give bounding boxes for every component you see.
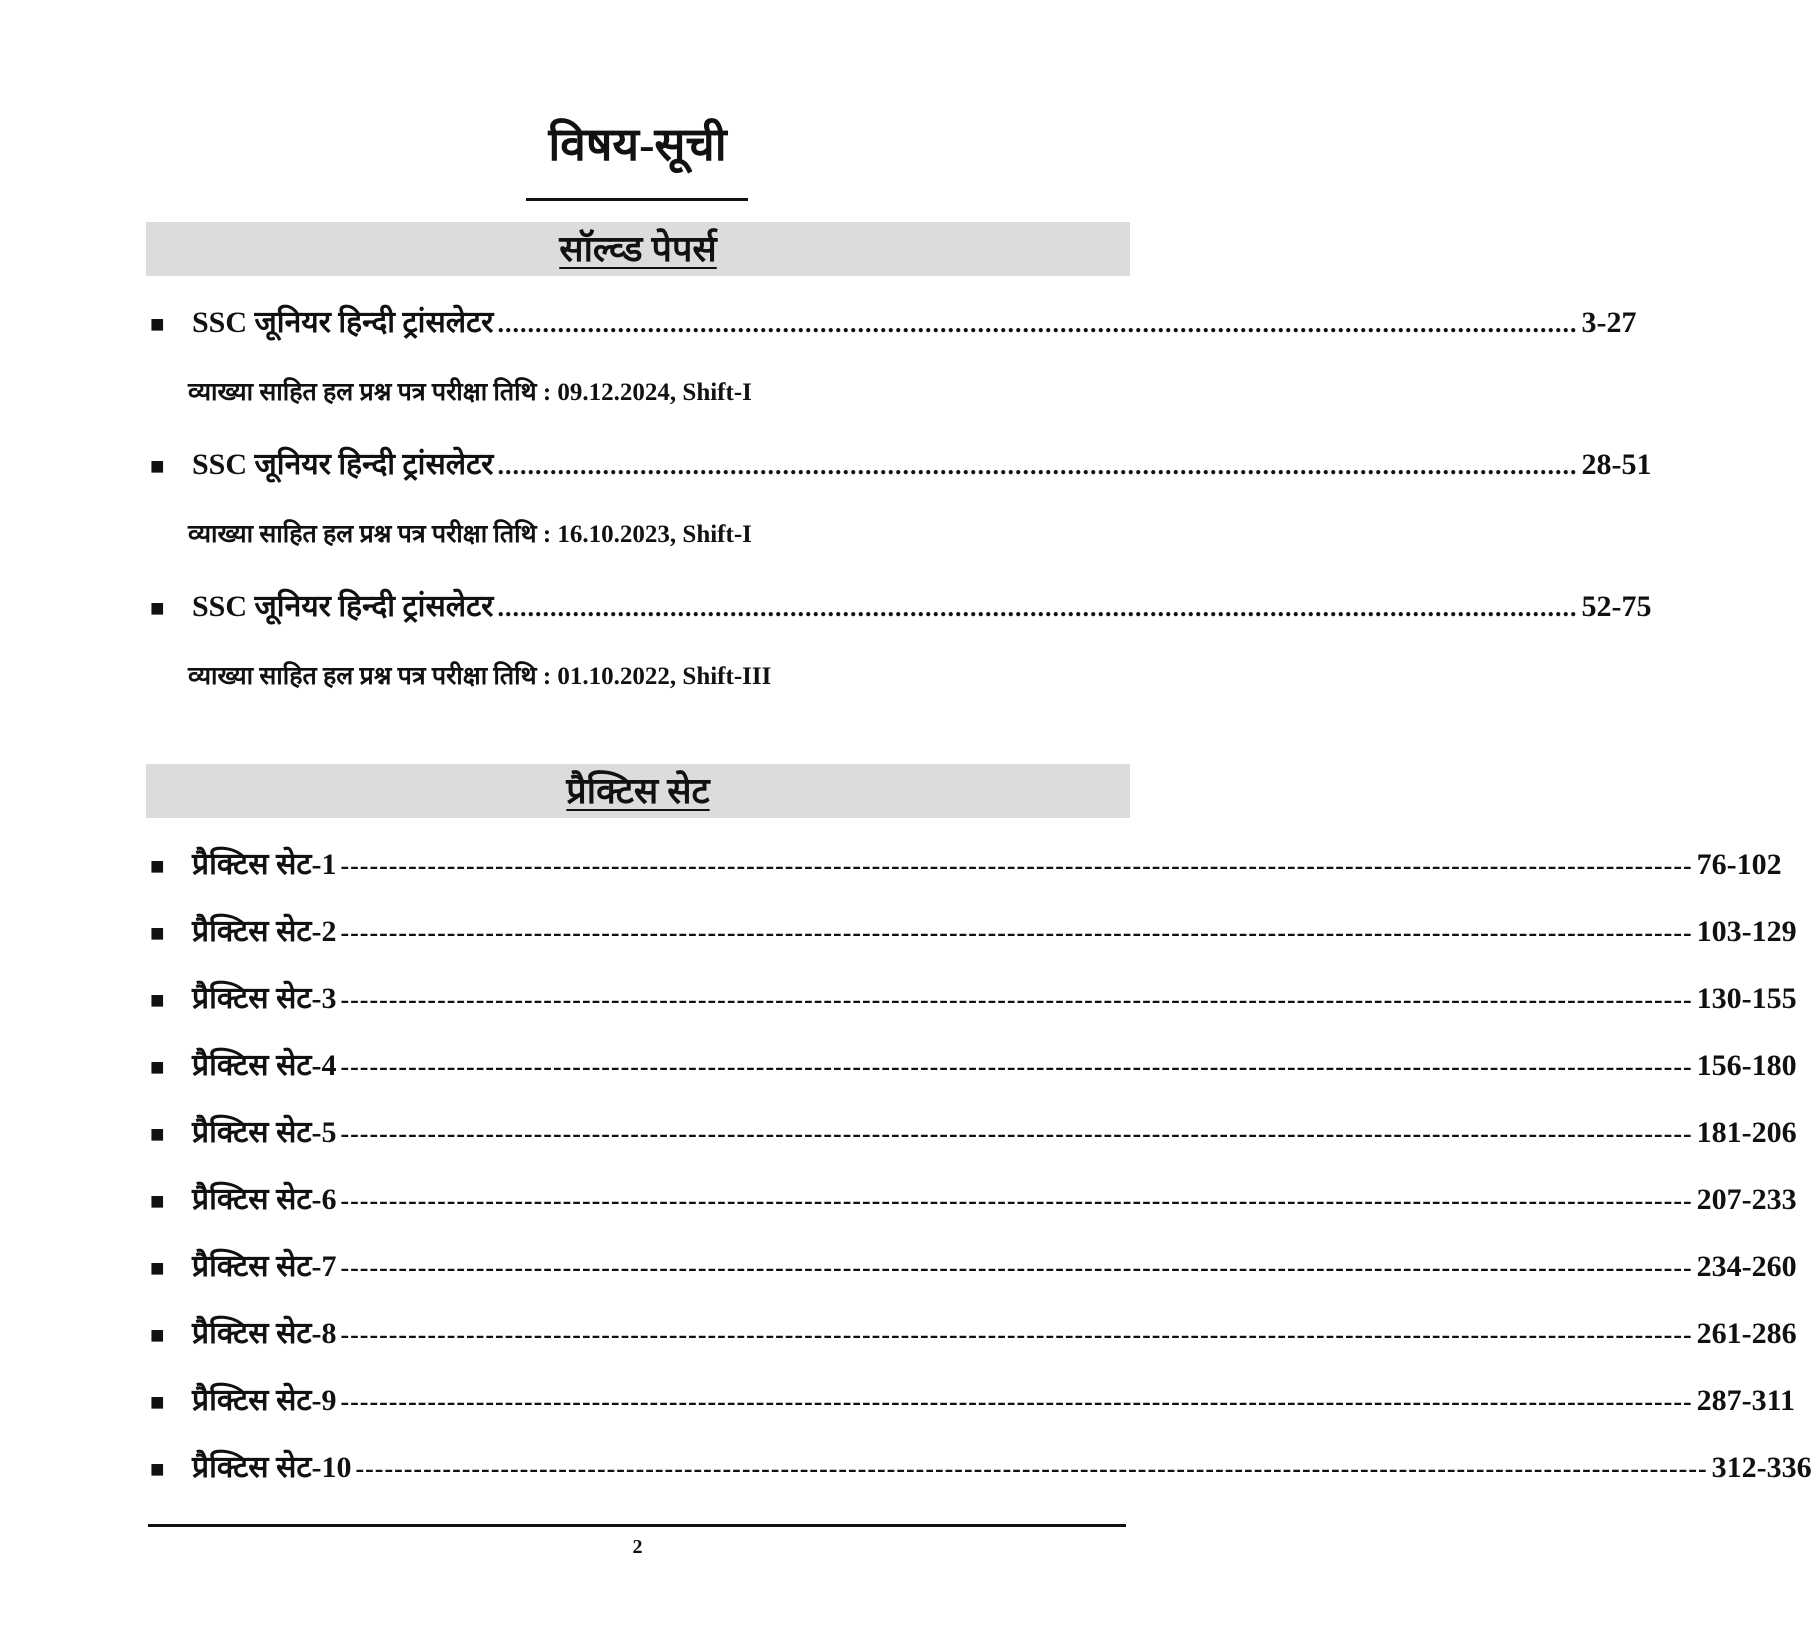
entry-detail: व्याख्या साहित हल प्रश्न पत्र परीक्षा तिथि : 01.10.2022, Shift-III (188, 663, 772, 690)
entry-label: प्रैक्टिस सेट-3 (192, 982, 337, 1015)
toc-entry-practice-7[interactable] (150, 1244, 1797, 1288)
dot-leader: ................................................................................................................................................ (497, 451, 1578, 480)
bullet-icon: ■ (150, 1256, 165, 1282)
entry-label: प्रैक्टिस सेट-10 (192, 1451, 352, 1484)
entry-pages: 207-233 (1696, 1183, 1797, 1216)
dash-leader: -------------------------------------------------------------------------------------------------------------------------------------------- (340, 1119, 1693, 1148)
dash-leader: -------------------------------------------------------------------------------------------------------------------------------------------- (340, 918, 1693, 947)
entry-label: SSC जूनियर हिन्दी ट्रांसलेटर (192, 306, 494, 339)
entry-label: प्रैक्टिस सेट-8 (192, 1317, 337, 1350)
dot-leader: ................................................................................................................................................ (497, 309, 1578, 338)
entry-pages: 287-311 (1696, 1384, 1795, 1417)
entry-pages: 103-129 (1696, 915, 1797, 948)
section-header-solved-papers (146, 222, 1130, 276)
entry-label: प्रैक्टिस सेट-9 (192, 1384, 337, 1417)
dash-leader: -------------------------------------------------------------------------------------------------------------------------------------------- (340, 1387, 1693, 1416)
toc-entry-solved-1[interactable] (150, 300, 1637, 344)
section-heading-practice: प्रैक्टिस सेट (566, 771, 710, 811)
dash-leader: -------------------------------------------------------------------------------------------------------------------------------------------- (340, 985, 1693, 1014)
bullet-icon: ■ (150, 854, 165, 880)
entry-label: SSC जूनियर हिन्दी ट्रांसलेटर (192, 590, 494, 623)
bullet-icon: ■ (150, 454, 165, 480)
bullet-icon: ■ (150, 1189, 165, 1215)
entry-detail: व्याख्या साहित हल प्रश्न पत्र परीक्षा तिथि : 16.10.2023, Shift-I (188, 521, 752, 548)
entry-label: प्रैक्टिस सेट-5 (192, 1116, 337, 1149)
entry-detail: व्याख्या साहित हल प्रश्न पत्र परीक्षा तिथि : 09.12.2024, Shift-I (188, 379, 752, 406)
toc-entry-practice-6[interactable] (150, 1177, 1797, 1221)
entry-pages: 261-286 (1696, 1317, 1797, 1350)
entry-pages: 3-27 (1581, 306, 1637, 339)
entry-pages: 28-51 (1581, 448, 1652, 481)
toc-entry-practice-5[interactable] (150, 1110, 1797, 1154)
bullet-icon: ■ (150, 1122, 165, 1148)
toc-entry-practice-1[interactable] (150, 842, 1782, 886)
bullet-icon: ■ (150, 312, 165, 338)
toc-entry-practice-2[interactable] (150, 909, 1797, 953)
bullet-icon: ■ (150, 1323, 165, 1349)
bullet-icon: ■ (150, 1390, 165, 1416)
dash-leader: -------------------------------------------------------------------------------------------------------------------------------------------- (340, 851, 1693, 880)
toc-entry-practice-10[interactable] (150, 1445, 1812, 1489)
entry-label: SSC जूनियर हिन्दी ट्रांसलेटर (192, 448, 494, 481)
page-title: विषय-सूची (548, 119, 727, 170)
bullet-icon: ■ (150, 988, 165, 1014)
entry-pages: 234-260 (1696, 1250, 1797, 1283)
dot-leader: ................................................................................................................................................ (497, 593, 1578, 622)
dash-leader: -------------------------------------------------------------------------------------------------------------------------------------------- (340, 1186, 1693, 1215)
footer-rule (148, 1524, 1126, 1527)
bullet-icon: ■ (150, 1457, 165, 1483)
entry-label: प्रैक्टिस सेट-2 (192, 915, 337, 948)
toc-entry-practice-4[interactable] (150, 1043, 1797, 1087)
bullet-icon: ■ (150, 596, 165, 622)
section-header-practice-sets (146, 764, 1130, 818)
title-underline (526, 198, 748, 201)
dash-leader: -------------------------------------------------------------------------------------------------------------------------------------------- (355, 1454, 1708, 1483)
dash-leader: -------------------------------------------------------------------------------------------------------------------------------------------- (340, 1253, 1693, 1282)
bullet-icon: ■ (150, 1055, 165, 1081)
page-number: 2 (632, 1536, 643, 1558)
entry-pages: 156-180 (1696, 1049, 1797, 1082)
bullet-icon: ■ (150, 921, 165, 947)
toc-entry-practice-8[interactable] (150, 1311, 1797, 1355)
dash-leader: -------------------------------------------------------------------------------------------------------------------------------------------- (340, 1052, 1693, 1081)
entry-pages: 312-336 (1711, 1451, 1812, 1484)
entry-label: प्रैक्टिस सेट-7 (192, 1250, 337, 1283)
dash-leader: -------------------------------------------------------------------------------------------------------------------------------------------- (340, 1320, 1693, 1349)
entry-label: प्रैक्टिस सेट-1 (192, 848, 337, 881)
entry-pages: 130-155 (1696, 982, 1797, 1015)
entry-pages: 76-102 (1696, 848, 1782, 881)
entry-label: प्रैक्टिस सेट-4 (192, 1049, 337, 1082)
entry-label: प्रैक्टिस सेट-6 (192, 1183, 337, 1216)
toc-entry-solved-2[interactable] (150, 442, 1652, 486)
section-heading-solved: सॉल्व्ड पेपर्स (559, 229, 717, 269)
entry-pages: 52-75 (1581, 590, 1652, 623)
entry-pages: 181-206 (1696, 1116, 1797, 1149)
toc-entry-practice-3[interactable] (150, 976, 1797, 1020)
toc-entry-practice-9[interactable] (150, 1378, 1795, 1422)
toc-entry-solved-3[interactable] (150, 584, 1652, 628)
